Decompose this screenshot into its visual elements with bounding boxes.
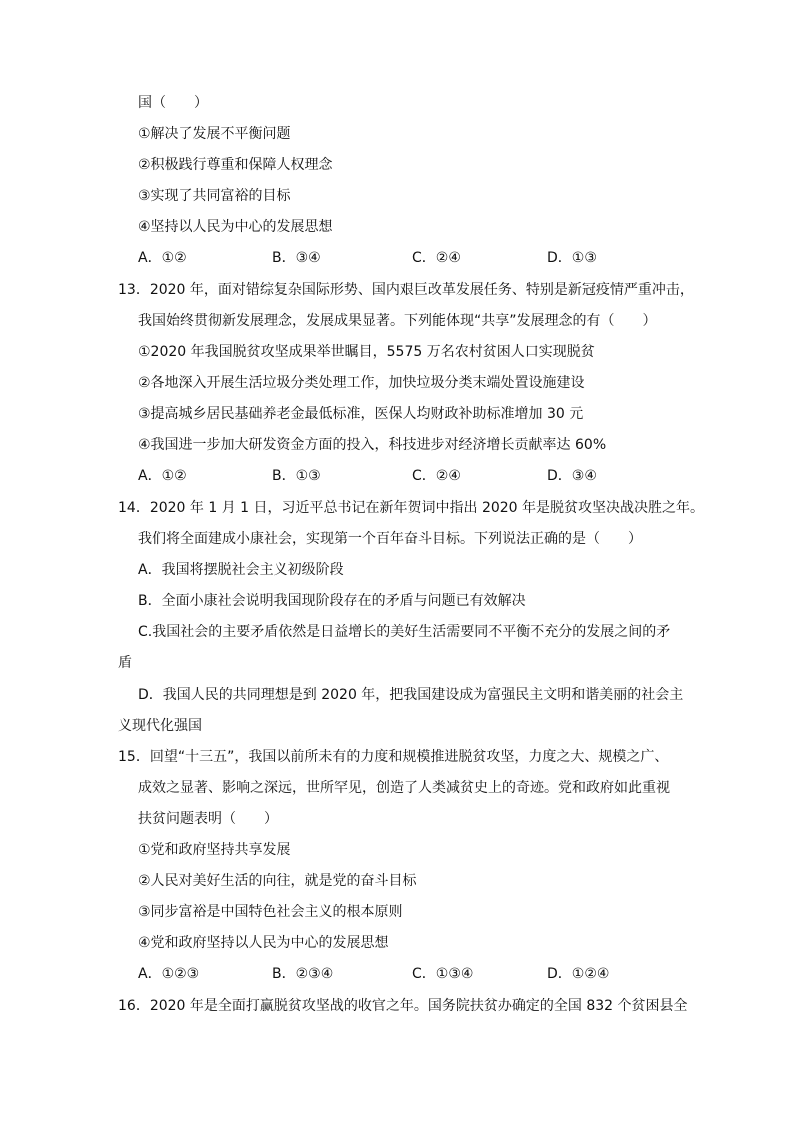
text-line: ①2020 年我国脱贫攻坚成果举世瞩目，5575 万名农村贫困人口实现脱贫	[138, 344, 595, 360]
answer-option: B．③④	[272, 250, 321, 266]
text-line: ④我国进一步加大研发资金方面的投入，科技进步对经济增长贡献率达 60%	[138, 437, 607, 453]
answer-option: C．②④	[412, 250, 461, 266]
answer-option: D．①②④	[547, 966, 610, 982]
text-line: 16．2020 年是全面打赢脱贫攻坚战的收官之年。国务院扶贫办确定的全国 832 个贫困县全	[118, 998, 688, 1014]
text-line: ①党和政府坚持共享发展	[138, 842, 291, 858]
answer-option: B．②③④	[272, 966, 334, 982]
text-line: C.我国社会的主要矛盾依然是日益增长的美好生活需要同不平衡不充分的发展之间的矛	[138, 624, 671, 640]
answer-option: C．②④	[412, 468, 461, 484]
text-line: ①解决了发展不平衡问题	[138, 126, 291, 142]
text-line: ②各地深入开展生活垃圾分类处理工作，加快垃圾分类末端处置设施建设	[138, 375, 585, 391]
text-line: 14．2020 年 1 月 1 日，习近平总书记在新年贺词中指出 2020 年是脱贫攻坚决战决胜之年。	[118, 500, 705, 516]
text-line: ④党和政府坚持以人民为中心的发展思想	[138, 935, 389, 951]
text-line: 15．回望“十三五”，我国以前所未有的力度和规模推进脱贫攻坚，力度之大、规模之广、	[118, 749, 669, 765]
text-line: ③同步富裕是中国特色社会主义的根本原则	[138, 904, 403, 920]
answer-option: B．①③	[272, 468, 321, 484]
text-line: D．我国人民的共同理想是到 2020 年，把我国建设成为富强民主文明和谐美丽的社会主	[138, 687, 684, 703]
answer-option: D．①③	[547, 250, 597, 266]
text-line: ③提高城乡居民基础养老金最低标准，医保人均财政补助标准增加 30 元	[138, 406, 584, 422]
text-line: ③实现了共同富裕的目标	[138, 188, 291, 204]
text-line: 义现代化强国	[118, 718, 202, 734]
answer-option: A．①②	[138, 468, 187, 484]
text-line: B．全面小康社会说明我国现阶段存在的矛盾与问题已有效解决	[138, 593, 526, 609]
text-line: ②积极践行尊重和保障人权理念	[138, 157, 333, 173]
text-line: 我们将全面建成小康社会，实现第一个百年奋斗目标。下列说法正确的是（ ）	[138, 531, 642, 547]
text-line: 国（ ）	[138, 95, 208, 111]
text-line: 盾	[118, 655, 132, 671]
answer-option: D．③④	[547, 468, 597, 484]
text-line: A．我国将摆脱社会主义初级阶段	[138, 562, 344, 578]
text-line: 13．2020 年，面对错综复杂国际形势、国内艰巨改革发展任务、特别是新冠疫情严重冲击，	[118, 282, 694, 298]
answer-option: C．①③④	[412, 966, 474, 982]
answer-option: A．①②	[138, 250, 187, 266]
text-line: ④坚持以人民为中心的发展思想	[138, 219, 333, 235]
text-line: ②人民对美好生活的向往，就是党的奋斗目标	[138, 873, 417, 889]
text-line: 成效之显著、影响之深远，世所罕见，创造了人类减贫史上的奇迹。党和政府如此重视	[138, 780, 670, 796]
text-line: 扶贫问题表明（ ）	[138, 811, 278, 827]
text-line: 我国始终贯彻新发展理念，发展成果显著。下列能体现“共享”发展理念的有（ ）	[138, 313, 657, 329]
answer-option: A．①②③	[138, 966, 200, 982]
